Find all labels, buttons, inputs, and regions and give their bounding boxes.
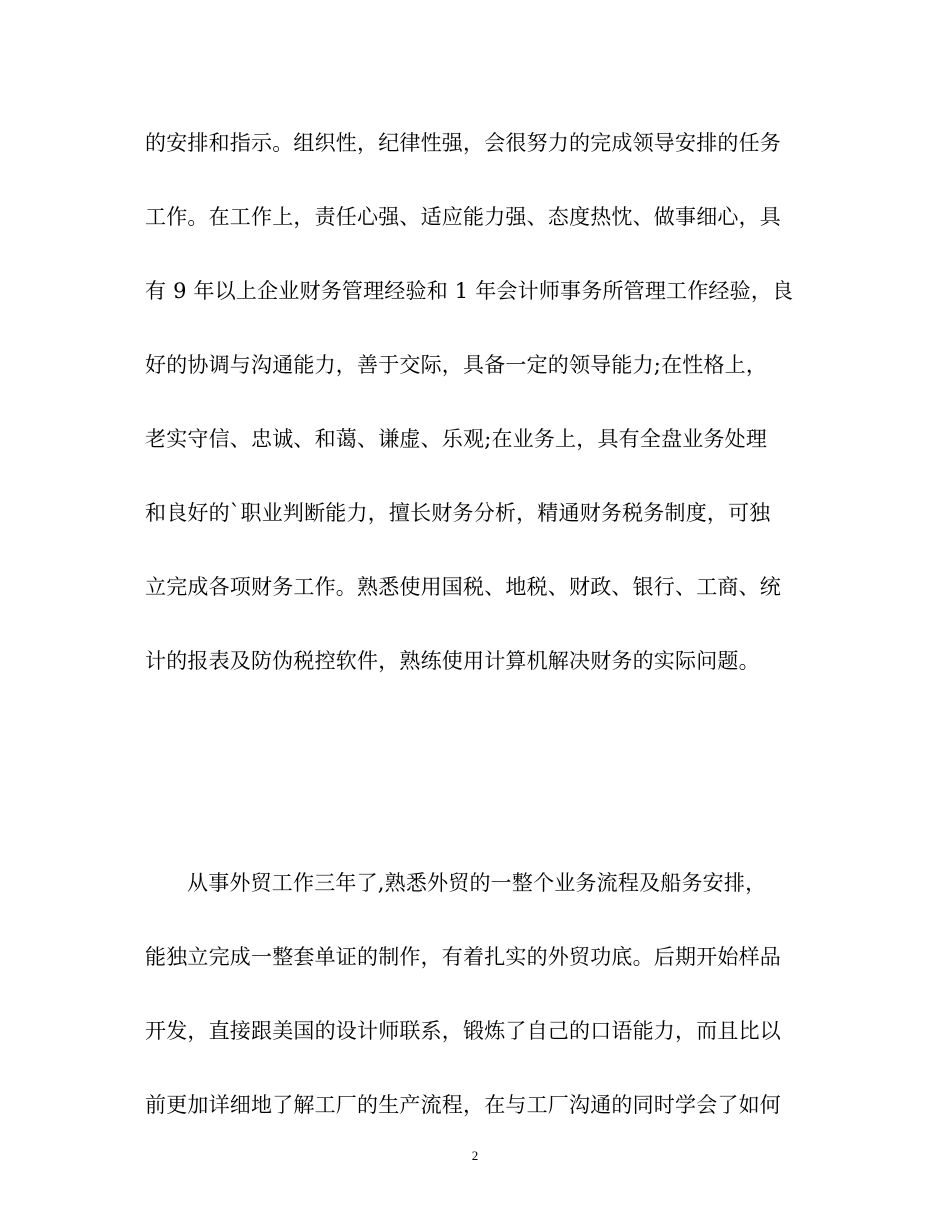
paragraph-line: 有 9 年以上企业财务管理经验和 1 年会计师事务所管理工作经验，良 <box>145 279 794 303</box>
paragraph-line: 老实守信、忠诚、和蔼、谦虚、乐观;在业务上，具有全盘业务处理 <box>145 427 768 451</box>
paragraph-line: 立完成各项财务工作。熟悉使用国税、地税、财政、银行、工商、统 <box>145 575 781 599</box>
paragraph-line: 计的报表及防伪税控软件，熟练使用计算机解决财务的实际问题。 <box>145 649 760 673</box>
page-number: 2 <box>471 1148 479 1163</box>
paragraph-line: 能独立完成一整套单证的制作，有着扎实的外贸功底。后期开始样品 <box>145 945 781 969</box>
paragraph-line: 好的协调与沟通能力，善于交际，具备一定的领导能力;在性格上， <box>145 353 768 377</box>
paragraph-line: 开发，直接跟美国的设计师联系，锻炼了自己的口语能力，而且比以 <box>145 1019 781 1043</box>
paragraph-line: 从事外贸工作三年了,熟悉外贸的一整个业务流程及船务安排， <box>187 871 767 895</box>
paragraph-line: 的安排和指示。组织性，纪律性强，会很努力的完成领导安排的任务 <box>145 131 781 155</box>
paragraph-line: 工作。在工作上，责任心强、适应能力强、态度热忱、做事细心，具 <box>145 205 781 229</box>
paragraph-line: 和良好的`职业判断能力，擅长财务分析，精通财务税务制度，可独 <box>145 501 771 525</box>
paragraph-line: 前更加详细地了解工厂的生产流程，在与工厂沟通的同时学会了如何 <box>145 1093 781 1117</box>
